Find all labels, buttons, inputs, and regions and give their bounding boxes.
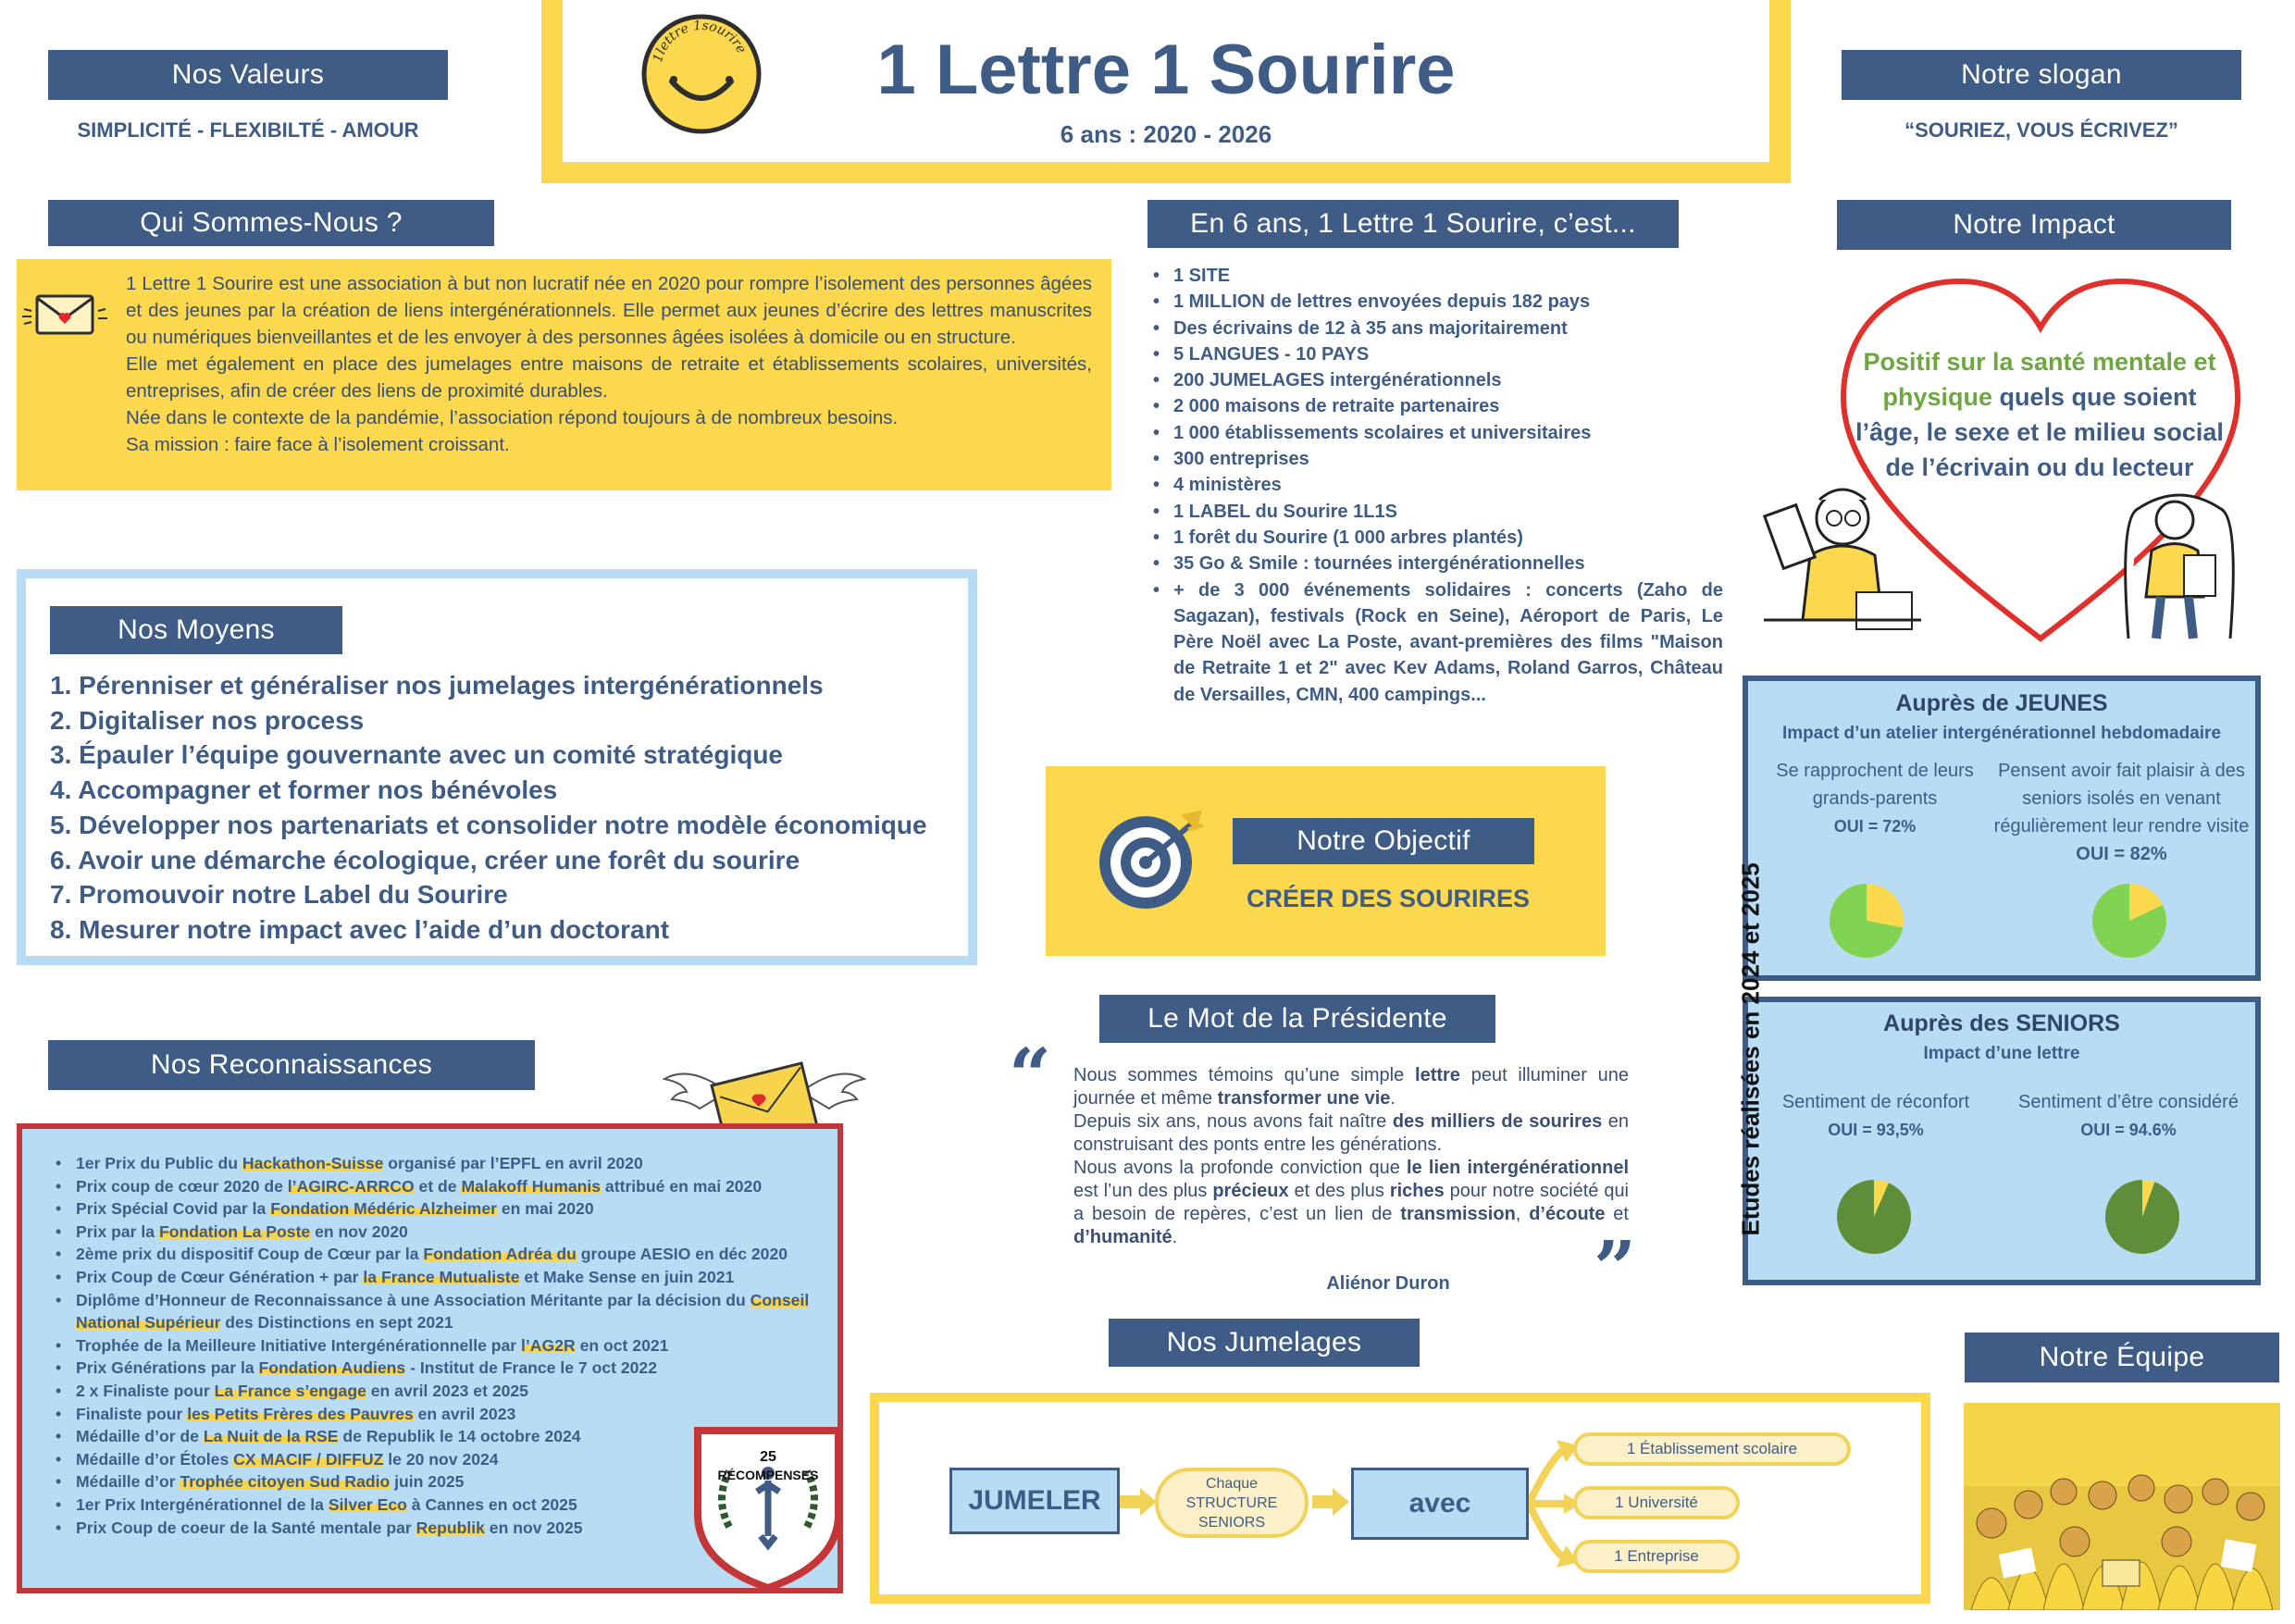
facts-list bbox=[1153, 263, 1723, 708]
text-run: 1er Prix du Public du bbox=[76, 1154, 242, 1172]
text-run: . bbox=[1172, 1227, 1178, 1247]
text-run: Prix Spécial Covid par la bbox=[76, 1199, 271, 1219]
twinning-option-university: 1 Université bbox=[1573, 1486, 1740, 1519]
seniors-stat-2 bbox=[2003, 1088, 2254, 1144]
seniors-stat-2-value: OUI = 94.6% bbox=[2080, 1121, 2177, 1139]
about-p4: Sa mission : faire face à l’isolement croissant. bbox=[126, 434, 510, 455]
award-item bbox=[56, 1175, 824, 1198]
award-highlight: Fondation Audiens bbox=[258, 1358, 406, 1378]
fact-item: • 35 Go & Smile : tournées intergénérationnelles bbox=[1153, 551, 1723, 576]
award-highlight: les Petits Frères des Pauvres bbox=[187, 1404, 414, 1423]
twinning-avec-box: avec bbox=[1351, 1468, 1529, 1540]
means-item: 8. Mesurer notre impact avec l’aide d’un doctorant bbox=[50, 914, 670, 944]
text-run: en oct 2021 bbox=[575, 1335, 669, 1355]
awards-badge-count: 25 bbox=[760, 1449, 776, 1465]
close-quote-icon: ” bbox=[1594, 1224, 1637, 1311]
text-run: Prix coup de cœur 2020 de bbox=[76, 1176, 288, 1196]
seniors-stat-2-label: Sentiment d’être considéré bbox=[2018, 1092, 2239, 1112]
twinning-option-school: 1 Établissement scolaire bbox=[1573, 1432, 1851, 1466]
award-highlight: Hackathon-Suisse bbox=[242, 1154, 384, 1172]
award-highlight: Republik bbox=[416, 1518, 485, 1537]
award-item bbox=[56, 1197, 824, 1221]
jeunes-title: Auprès de JEUNES bbox=[1895, 690, 2108, 716]
fact-item: • 1 SITE bbox=[1153, 263, 1723, 289]
text-run: Nous avons la profonde conviction que bbox=[1073, 1158, 1408, 1178]
text-run: en construisant des ponts entre les générations. bbox=[1073, 1111, 1630, 1155]
text-run: 2 x Finaliste pour bbox=[76, 1381, 215, 1400]
award-item bbox=[56, 1266, 824, 1289]
text-run: peut illuminer une journée et même bbox=[1073, 1065, 1629, 1109]
president-p3 bbox=[1073, 1157, 1629, 1249]
jeunes-stat-1 bbox=[1764, 757, 1986, 840]
means-title: Nos Moyens bbox=[50, 606, 342, 654]
fact-item: • 2 000 maisons de retraite partenaires bbox=[1153, 393, 1723, 419]
jeunes-stat-1-label: Se rapprochent de leurs grands-parents bbox=[1776, 761, 1974, 809]
award-highlight: l’AG2R bbox=[521, 1335, 576, 1355]
text-run: en nov 2020 bbox=[310, 1221, 408, 1241]
open-quote-icon: “ bbox=[1009, 1032, 1052, 1119]
seniors-stat-1 bbox=[1755, 1088, 1997, 1144]
writer-illustration-icon bbox=[2110, 472, 2249, 648]
values-title: Nos Valeurs bbox=[48, 50, 448, 100]
award-item bbox=[56, 1221, 824, 1244]
award-item bbox=[56, 1243, 824, 1266]
award-highlight: Conseil National Supérieur bbox=[76, 1290, 810, 1333]
text-run: 1er Prix Intergénérationnel de la bbox=[76, 1494, 329, 1514]
awards-title: Nos Reconnaissances bbox=[48, 1040, 535, 1090]
text-run: Depuis six ans, nous avons fait naître bbox=[1073, 1111, 1393, 1132]
impact-rest-text: quels que soient l’âge, le sexe et le milieu social de l’écrivain ou du lecteur bbox=[1855, 383, 2224, 481]
text-run: à Cannes en oct 2025 bbox=[406, 1494, 577, 1514]
text-run: organisé par l’EPFL en avril 2020 bbox=[383, 1154, 643, 1172]
award-item bbox=[56, 1289, 824, 1334]
impact-green-text: Positif sur la santé mentale et physique bbox=[1863, 348, 2216, 411]
text-run: Médaille d’or bbox=[76, 1472, 180, 1492]
pie-slice-yes bbox=[2088, 879, 2171, 962]
seniors-title: Auprès des SENIORS bbox=[1883, 1010, 2120, 1036]
objective-text: CRÉER DES SOURIRES bbox=[1246, 885, 1531, 912]
svg-text:1lettre 1sourire: 1lettre 1sourire bbox=[650, 18, 750, 65]
fact-item: • 300 entreprises bbox=[1153, 446, 1723, 472]
text-run: , bbox=[1515, 1204, 1530, 1224]
fact-item: • 4 ministères bbox=[1153, 472, 1723, 498]
text-run: - Institut de France le 7 oct 2022 bbox=[405, 1358, 657, 1378]
logo-smile-icon bbox=[639, 11, 764, 137]
arrow-right-icon bbox=[1120, 1488, 1157, 1516]
award-highlight: Trophée citoyen Sud Radio bbox=[180, 1472, 391, 1492]
text-run: d’écoute bbox=[1529, 1204, 1606, 1224]
objective-title: Notre Objectif bbox=[1233, 818, 1534, 864]
slogan-title: Notre slogan bbox=[1842, 50, 2241, 100]
jeunes-subtitle: Impact d’un atelier intergénérationnel hebdomadaire bbox=[1781, 724, 2222, 743]
means-item: 2. Digitaliser nos process bbox=[50, 705, 365, 735]
about-p1: 1 Lettre 1 Sourire est une association à but non lucratif née en 2020 pour rompre l’isolement des personnes âgées et des jeunes par la création de liens intergénérationnels. Elle permet aux jeunes d’écrire des lettres manuscrites ou numériques bienveillantes et de les envoyer à des personnes âgées isolées à domicile ou en structure. bbox=[126, 273, 1092, 348]
text-run: lettre bbox=[1415, 1065, 1460, 1085]
jeunes-pie-1 bbox=[1825, 879, 1908, 962]
means-item: 3. Épauler l’équipe gouvernante avec un comité stratégique bbox=[50, 740, 783, 770]
fact-item: • 1 LABEL du Sourire 1L1S bbox=[1153, 499, 1723, 525]
text-run: Prix Générations par la bbox=[76, 1358, 259, 1378]
award-item bbox=[56, 1357, 824, 1380]
jeunes-stat-2-label: Pensent avoir fait plaisir à des seniors isolés en venant régulièrement leur rendre visite bbox=[1993, 761, 2250, 837]
text-run: et Make Sense en juin 2021 bbox=[519, 1267, 735, 1286]
twinning-structure-pill: Chaque STRUCTURE SENIORS bbox=[1155, 1468, 1309, 1538]
text-run: le 20 nov 2024 bbox=[383, 1449, 499, 1469]
means-item: 4. Accompagner et former nos bénévoles bbox=[50, 775, 558, 805]
means-item: 7. Promouvoir notre Label du Sourire bbox=[50, 880, 508, 910]
jeunes-stat-2 bbox=[1990, 757, 2253, 868]
text-run: Prix par la bbox=[76, 1221, 159, 1241]
target-icon bbox=[1092, 805, 1212, 916]
fact-item: • 1 forêt du Sourire (1 000 arbres plantés) bbox=[1153, 525, 1723, 551]
fact-item: • Des écrivains de 12 à 35 ans majoritairement bbox=[1153, 316, 1723, 341]
text-run: Médaille d’or de bbox=[76, 1427, 204, 1446]
twinning-title: Nos Jumelages bbox=[1109, 1319, 1420, 1367]
text-run: en nov 2025 bbox=[484, 1518, 583, 1537]
text-run: des Distinctions en sept 2021 bbox=[220, 1313, 453, 1333]
seniors-subtitle: Impact d’une lettre bbox=[1923, 1044, 2080, 1063]
award-item bbox=[56, 1334, 824, 1357]
text-run: Finaliste pour bbox=[76, 1404, 188, 1423]
impact-statement bbox=[1855, 344, 2225, 485]
award-highlight: Silver Eco bbox=[328, 1494, 407, 1514]
award-item bbox=[56, 1152, 824, 1175]
text-run: en mai 2020 bbox=[496, 1199, 594, 1219]
text-run: transformer une vie bbox=[1217, 1088, 1391, 1109]
awards-badge-label: RÉCOMPENSES bbox=[717, 1468, 819, 1482]
award-highlight: Malakoff Humanis bbox=[461, 1176, 602, 1196]
about-p2: Elle met également en place des jumelages entre maisons de retraite et établissements scolaires, universités, entreprises, afin de créer des liens de proximité durables. bbox=[126, 353, 1092, 402]
reader-illustration-icon bbox=[1755, 481, 1930, 648]
text-run: groupe AESIO en déc 2020 bbox=[576, 1245, 788, 1264]
fact-item: • 1 MILLION de lettres envoyées depuis 182 pays bbox=[1153, 289, 1723, 315]
fact-item: • 200 JUMELAGES intergénérationnels bbox=[1153, 367, 1723, 393]
text-run: . bbox=[1390, 1088, 1396, 1109]
page-subtitle: 6 ans : 2020 - 2026 bbox=[1060, 120, 1272, 148]
jeunes-pie-2 bbox=[2088, 879, 2171, 962]
text-run: riches bbox=[1389, 1181, 1445, 1201]
president-title: Le Mot de la Présidente bbox=[1099, 995, 1495, 1043]
text-run: des milliers de sourires bbox=[1392, 1111, 1603, 1132]
text-run: en avril 2023 bbox=[413, 1404, 516, 1423]
text-run: attribué en mai 2020 bbox=[601, 1176, 763, 1196]
text-run: juin 2025 bbox=[390, 1472, 465, 1492]
fact-item: • 1 000 établissements scolaires et universitaires bbox=[1153, 420, 1723, 446]
means-item: 5. Développer nos partenariats et consolider notre modèle économique bbox=[50, 810, 927, 839]
seniors-stat-1-label: Sentiment de réconfort bbox=[1781, 1092, 1970, 1112]
envelope-heart-icon bbox=[20, 287, 109, 342]
team-photo bbox=[1964, 1403, 2280, 1610]
text-run: et de bbox=[414, 1176, 462, 1196]
arrow-right-icon bbox=[1312, 1488, 1349, 1516]
seniors-pie-2 bbox=[2101, 1175, 2184, 1258]
twinning-jumeler-box: JUMELER bbox=[949, 1468, 1120, 1534]
award-highlight: Fondation La Poste bbox=[158, 1221, 311, 1241]
award-item bbox=[56, 1380, 824, 1403]
text-run: Nous sommes témoins qu’une simple bbox=[1073, 1065, 1416, 1085]
about-title: Qui Sommes-Nous ? bbox=[48, 200, 494, 246]
seniors-pie-1 bbox=[1832, 1175, 1916, 1258]
about-p3: Née dans le contexte de la pandémie, l’association répond toujours à de nombreux besoins. bbox=[126, 407, 899, 428]
text-run: et des plus bbox=[1288, 1181, 1390, 1201]
jeunes-stat-2-value: OUI = 82% bbox=[2076, 844, 2167, 864]
twinning-option-company: 1 Entreprise bbox=[1573, 1540, 1740, 1573]
seniors-stat-1-value: OUI = 93,5% bbox=[1828, 1121, 1924, 1139]
award-highlight: La France s’engage bbox=[214, 1381, 366, 1400]
slogan-text: “SOURIEZ, VOUS ÉCRIVEZ” bbox=[1904, 118, 2178, 142]
text-run: est l’un des plus bbox=[1073, 1181, 1213, 1201]
president-signature: Aliénor Duron bbox=[1326, 1273, 1450, 1294]
text-run: Prix Coup de coeur de la Santé mentale par bbox=[76, 1518, 416, 1537]
text-run: de Republik le 14 octobre 2024 bbox=[338, 1427, 581, 1446]
president-p1 bbox=[1073, 1064, 1629, 1110]
studies-label: Etudes réalisées en 2024 et 2025 bbox=[1736, 862, 1765, 1236]
award-item bbox=[56, 1403, 824, 1426]
text-run: Médaille d’or Étoles bbox=[76, 1449, 234, 1469]
fact-item: • + de 3 000 événements solidaires : concerts (Zaho de Sagazan), festivals (Rock en Seine), Aéroport de Paris, Le Père Noël avec La Poste, avant-premières des films "Maison de Retraite 1 et 2" avec Kev Adams, Roland Garros, Château de Versailles, CMN, 400 campings... bbox=[1153, 577, 1723, 708]
impact-title: Notre Impact bbox=[1837, 200, 2231, 250]
text-run: et bbox=[1605, 1204, 1629, 1224]
award-highlight: la France Mutualiste bbox=[363, 1267, 520, 1286]
text-run: 2ème prix du dispositif Coup de Cœur par la bbox=[76, 1245, 424, 1264]
means-item: 6. Avoir une démarche écologique, créer une forêt du sourire bbox=[50, 845, 800, 874]
pie-slice-yes bbox=[2101, 1175, 2184, 1258]
award-highlight: Fondation Médéric Alzheimer bbox=[270, 1199, 497, 1219]
text-run: en avril 2023 et 2025 bbox=[366, 1381, 528, 1400]
text-run: le lien intergénérationnel bbox=[1407, 1158, 1629, 1178]
page-title: 1 Lettre 1 Sourire bbox=[876, 31, 1456, 109]
means-list bbox=[50, 668, 975, 948]
text-run: d’humanité bbox=[1073, 1227, 1172, 1247]
president-p2 bbox=[1073, 1110, 1629, 1157]
text-run: Diplôme d’Honneur de Reconnaissance à une Association Méritante par la décision du bbox=[76, 1290, 751, 1309]
award-highlight: CX MACIF / DIFFUZ bbox=[233, 1449, 384, 1469]
values-text: SIMPLICITÉ - FLEXIBILTÉ - AMOUR bbox=[77, 118, 419, 142]
means-item: 1. Pérenniser et généraliser nos jumelages intergénérationnels bbox=[50, 671, 824, 700]
team-title: Notre Équipe bbox=[1965, 1333, 2279, 1382]
president-text bbox=[1073, 1064, 1629, 1249]
facts-title: En 6 ans, 1 Lettre 1 Sourire, c’est... bbox=[1148, 200, 1679, 248]
text-run: précieux bbox=[1212, 1181, 1289, 1201]
award-highlight: l’AGIRC-ARRCO bbox=[287, 1176, 415, 1196]
about-text bbox=[126, 270, 1092, 458]
text-run: Trophée de la Meilleure Initiative Intergénérationnelle par bbox=[76, 1335, 522, 1355]
text-run: pour notre société qui a besoin de repères, c’est un lien de bbox=[1073, 1181, 1630, 1224]
award-highlight: La Nuit de la RSE bbox=[203, 1427, 339, 1446]
jeunes-stat-1-value: OUI = 72% bbox=[1833, 817, 1917, 836]
fact-item: • 5 LANGUES - 10 PAYS bbox=[1153, 341, 1723, 367]
text-run: Prix Coup de Cœur Génération + par bbox=[76, 1267, 364, 1286]
text-run: transmission bbox=[1400, 1204, 1516, 1224]
award-highlight: Fondation Adréa du bbox=[423, 1245, 577, 1264]
